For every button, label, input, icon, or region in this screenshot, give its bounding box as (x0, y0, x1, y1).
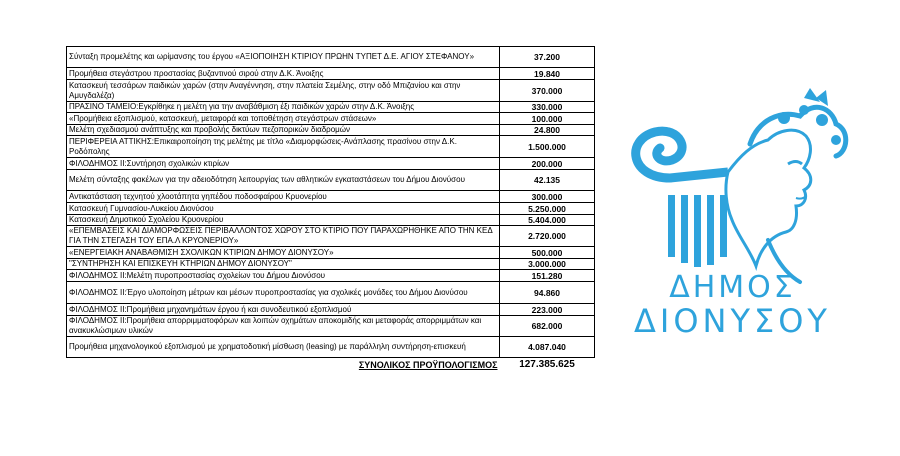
row-description: Προμήθεια μηχανολογικού εξοπλισμού με χρηματοδοτική μίσθωση (leasing) με παράλληλη συντήρηση-επισκευή (67, 337, 500, 358)
row-amount: 151.280 (500, 270, 595, 282)
row-amount: 4.087.040 (500, 337, 595, 358)
total-row (67, 358, 595, 372)
row-description: Κατασκευή Δημοτικού Σχολείου Κρυονερίου (67, 215, 500, 226)
table-row (67, 80, 595, 102)
row-description: ΦΙΛΟΔΗΜΟΣ ΙΙ:Έργο υλοποίηση μέτρων και μέσων πυροπροστασίας για σχολικές μονάδες του Δήμου Διονύσου (67, 282, 500, 304)
row-description: "ΣΥΝΤΗΡΗΣΗ ΚΑΙ ΕΠΙΣΚΕΥΗ ΚΤΗΡΙΩΝ ΔΗΜΟΥ ΔΙΟΝΥΣΟΥ" (67, 259, 500, 270)
row-amount: 94.860 (500, 282, 595, 304)
row-amount: 3.000.000 (500, 259, 595, 270)
row-amount: 19.840 (500, 68, 595, 80)
row-description: ΠΡΑΣΙΝΟ ΤΑΜΕΙΟ:Εγκρίθηκε η μελέτη για την αναβάθμιση έξι παιδικών χαρών στην Δ.Κ. Άνοιξης (67, 102, 500, 113)
logo-title-line2: ΔΙΟΝΥΣΟΥ (634, 302, 831, 340)
table-row (67, 259, 595, 270)
table-row (67, 170, 595, 191)
table-row (67, 270, 595, 282)
budget-table (66, 46, 595, 372)
row-description: «ΕΠΕΜΒΑΣΕΙΣ ΚΑΙ ΔΙΑΜΟΡΦΩΣΕΙΣ ΠΕΡΙΒΑΛΛΟΝΤΟΣ ΧΩΡΟΥ ΣΤΟ ΚΤΙΡΙΟ ΠΟΥ ΠΑΡΑΧΩΡΗΘΗΚΕ ΑΠΟ ΤΗΝ ΚΕΔ ΓΙΑ ΤΗΝ ΣΤΕΓΑΣΗ ΤΟΥ ΕΠΑ.Λ ΚΡΥΟΝΕΡΙΟΥ» (67, 226, 500, 247)
row-description: ΠΕΡΙΦΕΡΕΙΑ ΑΤΤΙΚΗΣ:Επικαιροποίηση της μελέτης με τίτλο «Διαμορφώσεις-Ανάπλασης πρασίνου στην Δ.Κ. Ροδόπολης (67, 136, 500, 158)
row-description: ΦΙΛΟΔΗΜΟΣ ΙΙ:Μελέτη πυροπροστασίας σχολείων του Δήμου Διονύσου (67, 270, 500, 282)
row-amount: 37.200 (500, 47, 595, 68)
table-row (67, 203, 595, 215)
row-amount: 500.000 (500, 247, 595, 259)
row-description: Προμήθεια στεγάστρου προστασίας βυζαντινού σιρού στην Δ.Κ. Άνοιξης (67, 68, 500, 80)
row-description: Μελέτη σύνταξης φακέλων για την αδειοδότηση λειτουργίας των αθλητικών εγκαταστάσεων του Δήμου Διονύσου (67, 170, 500, 191)
row-amount: 5.404.000 (500, 215, 595, 226)
table-row (67, 215, 595, 226)
row-description: ΦΙΛΟΔΗΜΟΣ ΙΙ:Προμήθεια μηχανημάτων έργου ή και συνοδευτικού εξοπλισμού (67, 304, 500, 316)
row-amount: 100.000 (500, 113, 595, 125)
table-row (67, 282, 595, 304)
row-amount: 223.000 (500, 304, 595, 316)
row-description: Κατασκευή τεσσάρων παιδικών χαρών (στην Αναγέννηση, στην πλατεία Σεμέλης, στην οδό Μπιζανίου και στην Αμυγδαλέζα) (67, 80, 500, 102)
row-amount: 370.000 (500, 80, 595, 102)
budget-table-body (67, 47, 595, 372)
table-row (67, 68, 595, 80)
row-amount: 682.000 (500, 316, 595, 337)
table-row (67, 337, 595, 358)
row-description: ΦΙΛΟΔΗΜΟΣ ΙΙ:Προμήθεια απορριμματοφόρων και λοιπών οχημάτων αποκομιδής και μεταφοράς απορριμμάτων και ανακυκλώσιμων υλικών (67, 316, 500, 337)
table-row (67, 247, 595, 259)
row-amount: 5.250.000 (500, 203, 595, 215)
total-amount: 127.385.625 (519, 358, 575, 370)
total-label: ΣΥΝΟΛΙΚΟΣ ΠΡΟΫΠΟΛΟΓΙΣΜΟΣ (358, 359, 498, 370)
table-row (67, 304, 595, 316)
row-amount: 42.135 (500, 170, 595, 191)
table-row (67, 316, 595, 337)
logo-title-line1: ΔΗΜΟΣ (669, 270, 796, 305)
row-description: Σύνταξη προμελέτης και ωρίμανσης του έργου «ΑΞΙΟΠΟΙΗΣΗ ΚΤΙΡΙΟΥ ΠΡΩΗΝ ΤΥΠΕΤ Δ.Ε. ΑΓΙΟΥ ΣΤΕΦΑΝΟΥ» (67, 47, 500, 68)
table-row (67, 158, 595, 170)
row-description: ΦΙΛΟΔΗΜΟΣ ΙΙ:Συντήρηση σχολικών κτιρίων (67, 158, 500, 170)
table-row (67, 47, 595, 68)
row-description: Αντικατάσταση τεχνητού χλοοτάπητα γηπέδου ποδοσφαίρου Κρυονερίου (67, 191, 500, 203)
row-description: «ΕΝΕΡΓΕΙΑΚΗ ΑΝΑΒΑΘΜΙΣΗ ΣΧΟΛΙΚΩΝ ΚΤΙΡΙΩΝ ΔΗΜΟΥ ΔΙΟΝΥΣΟΥ» (67, 247, 500, 259)
row-amount: 1.500.000 (500, 136, 595, 158)
table-row (67, 226, 595, 247)
row-description: Μελέτη σχεδιασμού ανάπτυξης και προβολής δικτύων πεζοπορικών διαδρομών (67, 125, 500, 136)
table-row (67, 102, 595, 113)
row-description: «Προμήθεια εξοπλισμού, κατασκευή, μεταφορά και τοποθέτηση στεγάστρων στάσεων» (67, 113, 500, 125)
table-row (67, 136, 595, 158)
table-row (67, 125, 595, 136)
row-amount: 2.720.000 (500, 226, 595, 247)
table-row (67, 191, 595, 203)
row-amount: 330.000 (500, 102, 595, 113)
row-amount: 300.000 (500, 191, 595, 203)
row-amount: 24.800 (500, 125, 595, 136)
row-amount: 200.000 (500, 158, 595, 170)
row-description: Κατασκευή Γυμνασίου-Λυκείου Διονύσου (67, 203, 500, 215)
table-row (67, 113, 595, 125)
